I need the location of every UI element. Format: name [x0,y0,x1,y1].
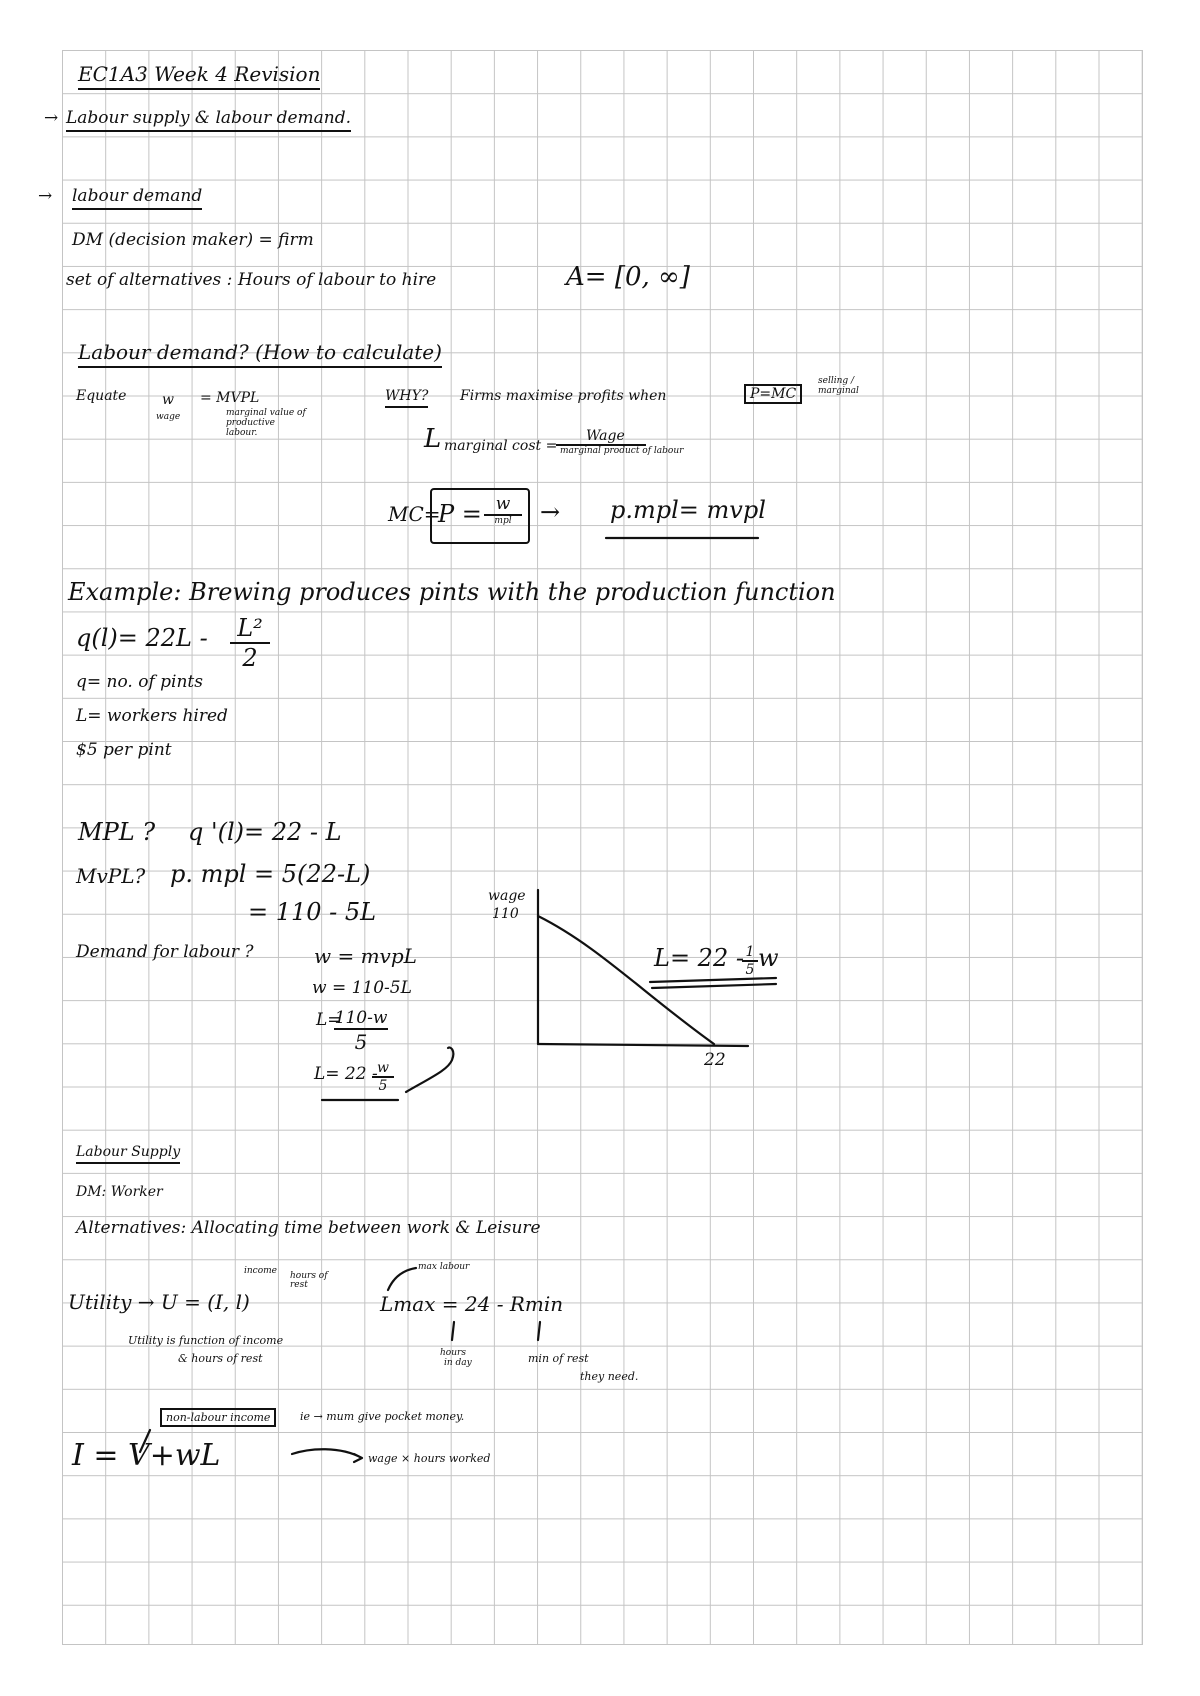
min-rest-1: min of rest [528,1352,589,1365]
page-title: EC1A3 Week 4 Revision [78,62,320,90]
hours-in-day-2: in day [444,1358,472,1368]
mc-fraction-num: Wage [556,428,646,446]
income-note: income [244,1266,277,1276]
l-definition: L= workers hired [76,706,228,726]
chart-annotation-tail: w [758,944,779,972]
why-text: Firms maximise profits when [460,388,667,404]
mvpl-question: MvPL? [76,864,146,888]
mpl-question: MPL ? [78,818,156,846]
demand-step-3-fraction [334,1008,388,1054]
p-fraction-den: mpl [494,516,512,526]
chart-annotation-fraction [742,944,758,978]
utility-function: Utility → U = (I, l) [68,1290,250,1314]
demand-step-3-num: 110-w [334,1008,388,1028]
max-labour-note: max labour [418,1262,470,1272]
p-fraction-num: w [484,494,522,516]
p-mpl-result: p.mpl= mvpl [610,496,766,524]
demand-alternatives: set of alternatives : Hours of labour to hire [66,270,437,290]
income-equation: I = V+wL [72,1438,221,1473]
lmax-equation: Lmax = 24 - Rmin [380,1292,564,1316]
chart-xtick-22: 22 [704,1050,726,1070]
supply-alternatives: Alternatives: Allocating time between work & Leisure [76,1218,541,1238]
arrow-bullet-icon: → [38,186,53,206]
p-formula-box [430,488,530,544]
arrow-right-icon: → [540,498,561,526]
equate-w-note: wage [156,412,181,422]
chart-ytick-110: 110 [492,906,519,922]
demand-step-2: w = 110-5L [312,978,412,998]
l-bracket-icon: L [424,424,442,454]
mvpl-note: marginal value of productive labour. [226,408,306,438]
non-labour-note: ie → mum give pocket money. [300,1410,465,1423]
demand-dm: DM (decision maker) = firm [72,230,314,250]
chart-annotation: L= 22 - [654,944,744,972]
mc-fraction-den: marginal product of labour [560,446,684,456]
q-definition: q= no. of pints [76,672,203,692]
demand-step-3-lhs: L= [316,1010,342,1030]
demand-step-3-den: 5 [354,1030,368,1054]
rest-note: hours of rest [290,1271,328,1290]
demand-step-4-fraction [372,1060,394,1094]
alternatives-set: A= [0, ∞] [566,262,690,292]
mc-lhs: MC= [388,502,441,526]
chart-annotation-num: 1 [742,944,758,962]
arrow-bullet-icon: → [44,108,59,128]
equate-mvpl: = MVPL [200,390,260,406]
p-mc-note: selling / marginal [818,376,859,396]
mvpl-answer-1: p. mpl = 5(22-L) [170,860,371,888]
production-function: q(l)= 22L - [76,624,208,652]
wage-hours-note: wage × hours worked [368,1452,491,1465]
p-equals-mc: P=MC [744,384,802,404]
example-intro: Example: Brewing produces pints with the production function [68,578,836,606]
marginal-cost-label: marginal cost = [444,438,558,454]
how-heading: Labour demand? (How to calculate) [78,340,442,368]
production-fraction-num: L² [230,614,270,644]
demand-step-4-num: w [372,1060,394,1078]
min-rest-2: they need. [580,1370,639,1383]
why-label: WHY? [385,388,428,408]
demand-step-4-den: 5 [378,1078,388,1094]
demand-question: Demand for labour ? [76,942,254,962]
chart-ylabel: wage [488,888,526,904]
production-fraction-den: 2 [242,644,258,672]
production-fraction [230,614,270,672]
mc-fraction [556,428,776,456]
demand-step-4-lhs: L= 22 - [314,1064,378,1084]
utility-note-1: Utility is function of income [128,1334,284,1347]
supply-dm: DM: Worker [76,1184,163,1200]
equate-w: w [162,392,174,408]
demand-step-1: w = mvpL [314,944,417,968]
mvpl-answer-2: = 110 - 5L [248,898,377,926]
page-subtitle: Labour supply & labour demand. [66,108,351,132]
p-fraction [484,494,522,526]
price-per-pint: $5 per pint [76,740,172,760]
chart-annotation-den: 5 [745,962,755,978]
mpl-answer: q '(l)= 22 - L [188,818,342,846]
demand-heading: labour demand [72,186,202,210]
utility-note-2: & hours of rest [178,1352,263,1365]
hours-in-day-1: hours [440,1348,466,1358]
supply-heading: Labour Supply [76,1144,180,1164]
equate-label: Equate [76,388,127,404]
non-labour-income-box: non-labour income [160,1408,276,1427]
p-eq-label: P = [438,500,482,528]
